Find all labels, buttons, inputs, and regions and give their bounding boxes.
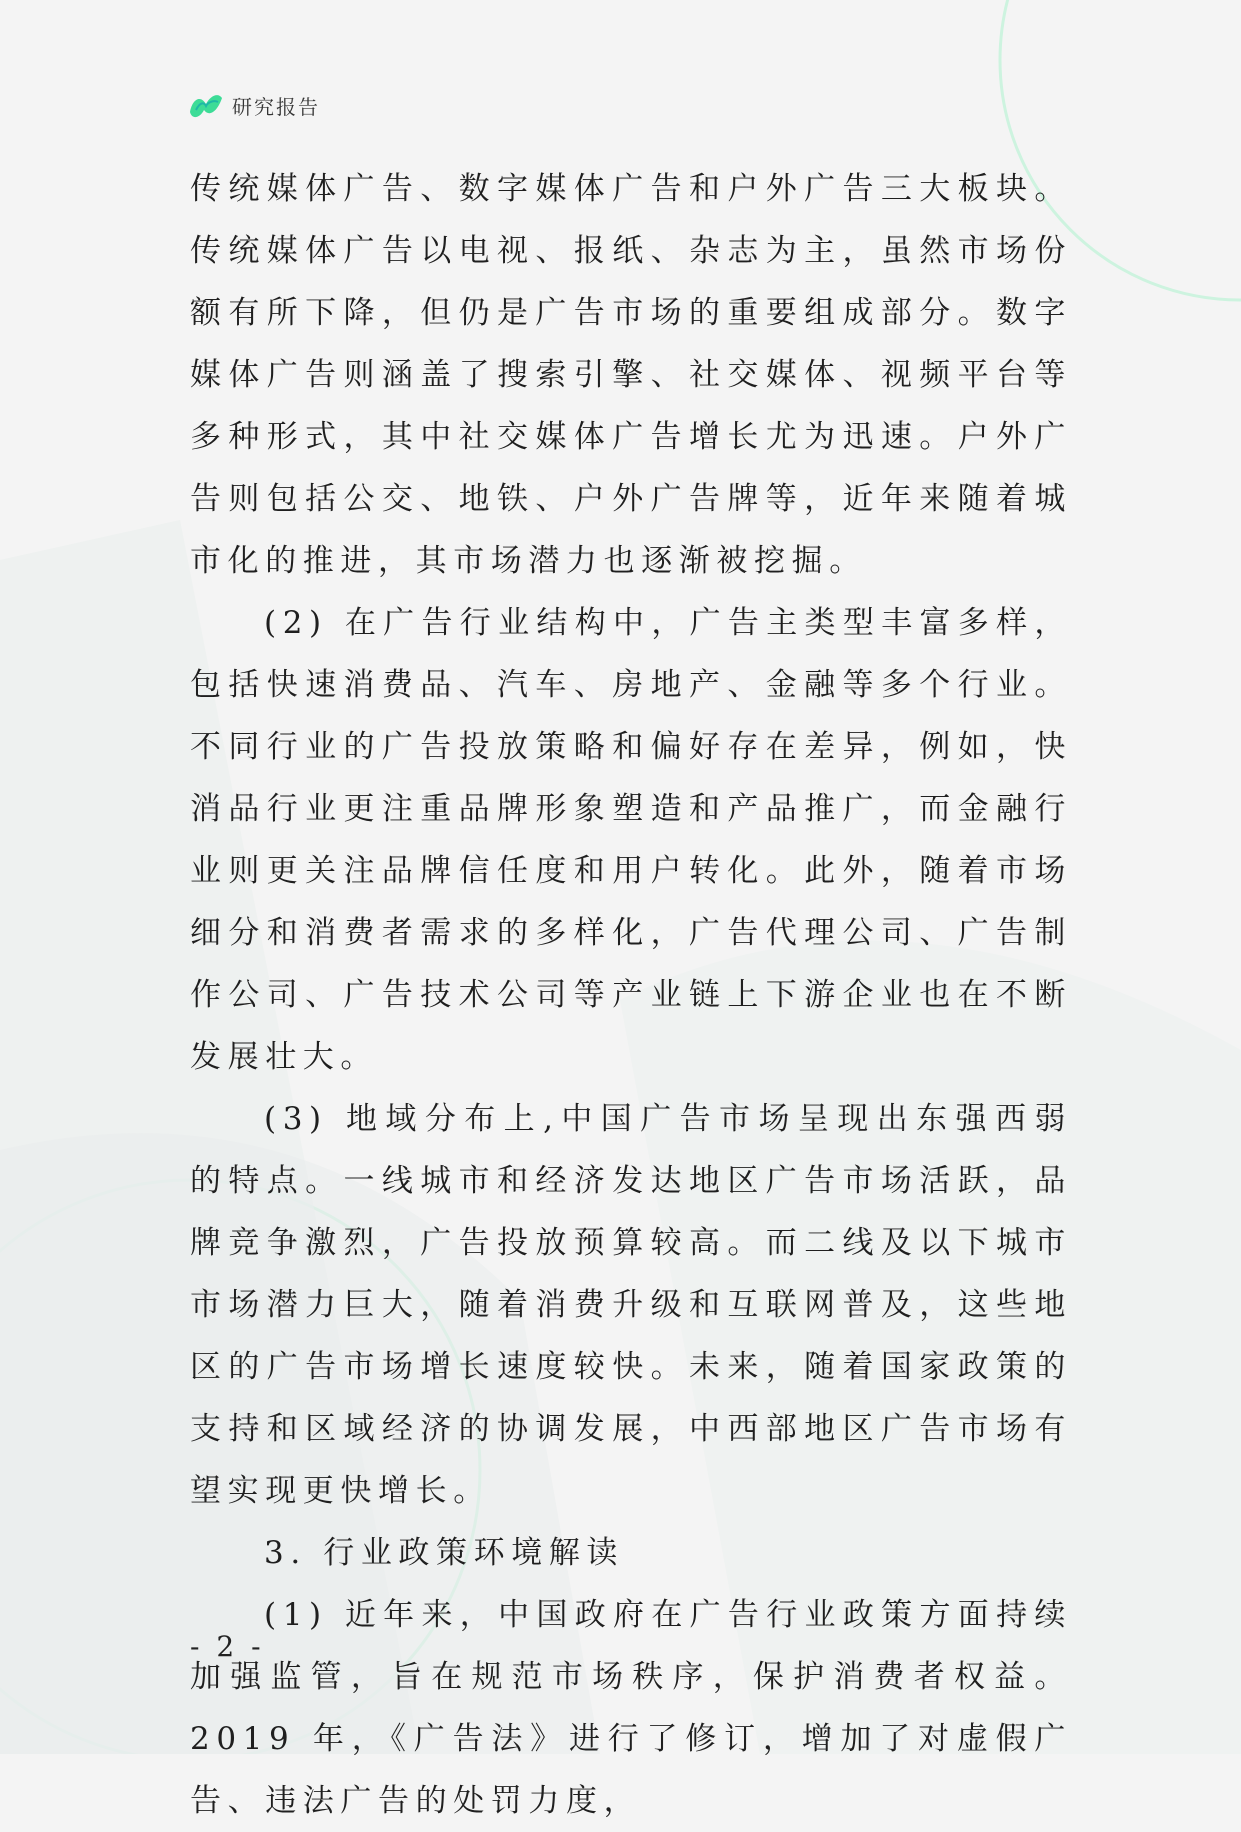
paragraph: 传统媒体广告、数字媒体广告和户外广告三大板块。传统媒体广告以电视、报纸、杂志为主，虽然市场份额有所下降，但仍是广告市场的重要组成部分。数字媒体广告则涵盖了搜索引擎、社交媒体、视频平台等多种形式，其中社交媒体广告增长尤为迅速。户外广告则包括公交、地铁、户外广告牌等，近年来随着城市化的推进，其市场潜力也逐渐被挖掘。 <box>190 171 1072 579</box>
paragraph: (1) 近年来，中国政府在广告行业政策方面持续加强监管，旨在规范市场秩序，保护消费者权益。2019 年，《广告法》进行了修订，增加了对虚假广告、违法广告的处罚力度， <box>190 1597 1072 1819</box>
report-header <box>188 90 320 120</box>
paragraph: (2) 在广告行业结构中，广告主类型丰富多样，包括快速消费品、汽车、房地产、金融等多个行业。不同行业的广告投放策略和偏好存在差异，例如，快消品行业更注重品牌形象塑造和产品推广，而金融行业则更关注品牌信任度和用户转化。此外，随着市场细分和消费者需求的多样化，广告代理公司、广告制作公司、广告技术公司等产业链上下游企业也在不断发展壮大。 <box>190 605 1072 1075</box>
paragraph: (3) 地域分布上,中国广告市场呈现出东强西弱的特点。一线城市和经济发达地区广告市场活跃，品牌竞争激烈，广告投放预算较高。而二线及以下城市市场潜力巨大，随着消费升级和互联网普及，这些地区的广告市场增长速度较快。未来，随着国家政策的支持和区域经济的协调发展，中西部地区广告市场有望实现更快增长。 <box>190 1101 1072 1509</box>
header-title: 研究报告 <box>232 94 320 119</box>
page-number: - 2 - <box>190 1630 265 1663</box>
document-body <box>190 158 1072 1832</box>
section-heading: 3. 行业政策环境解读 <box>264 1535 625 1571</box>
leaf-logo-icon <box>188 90 224 120</box>
